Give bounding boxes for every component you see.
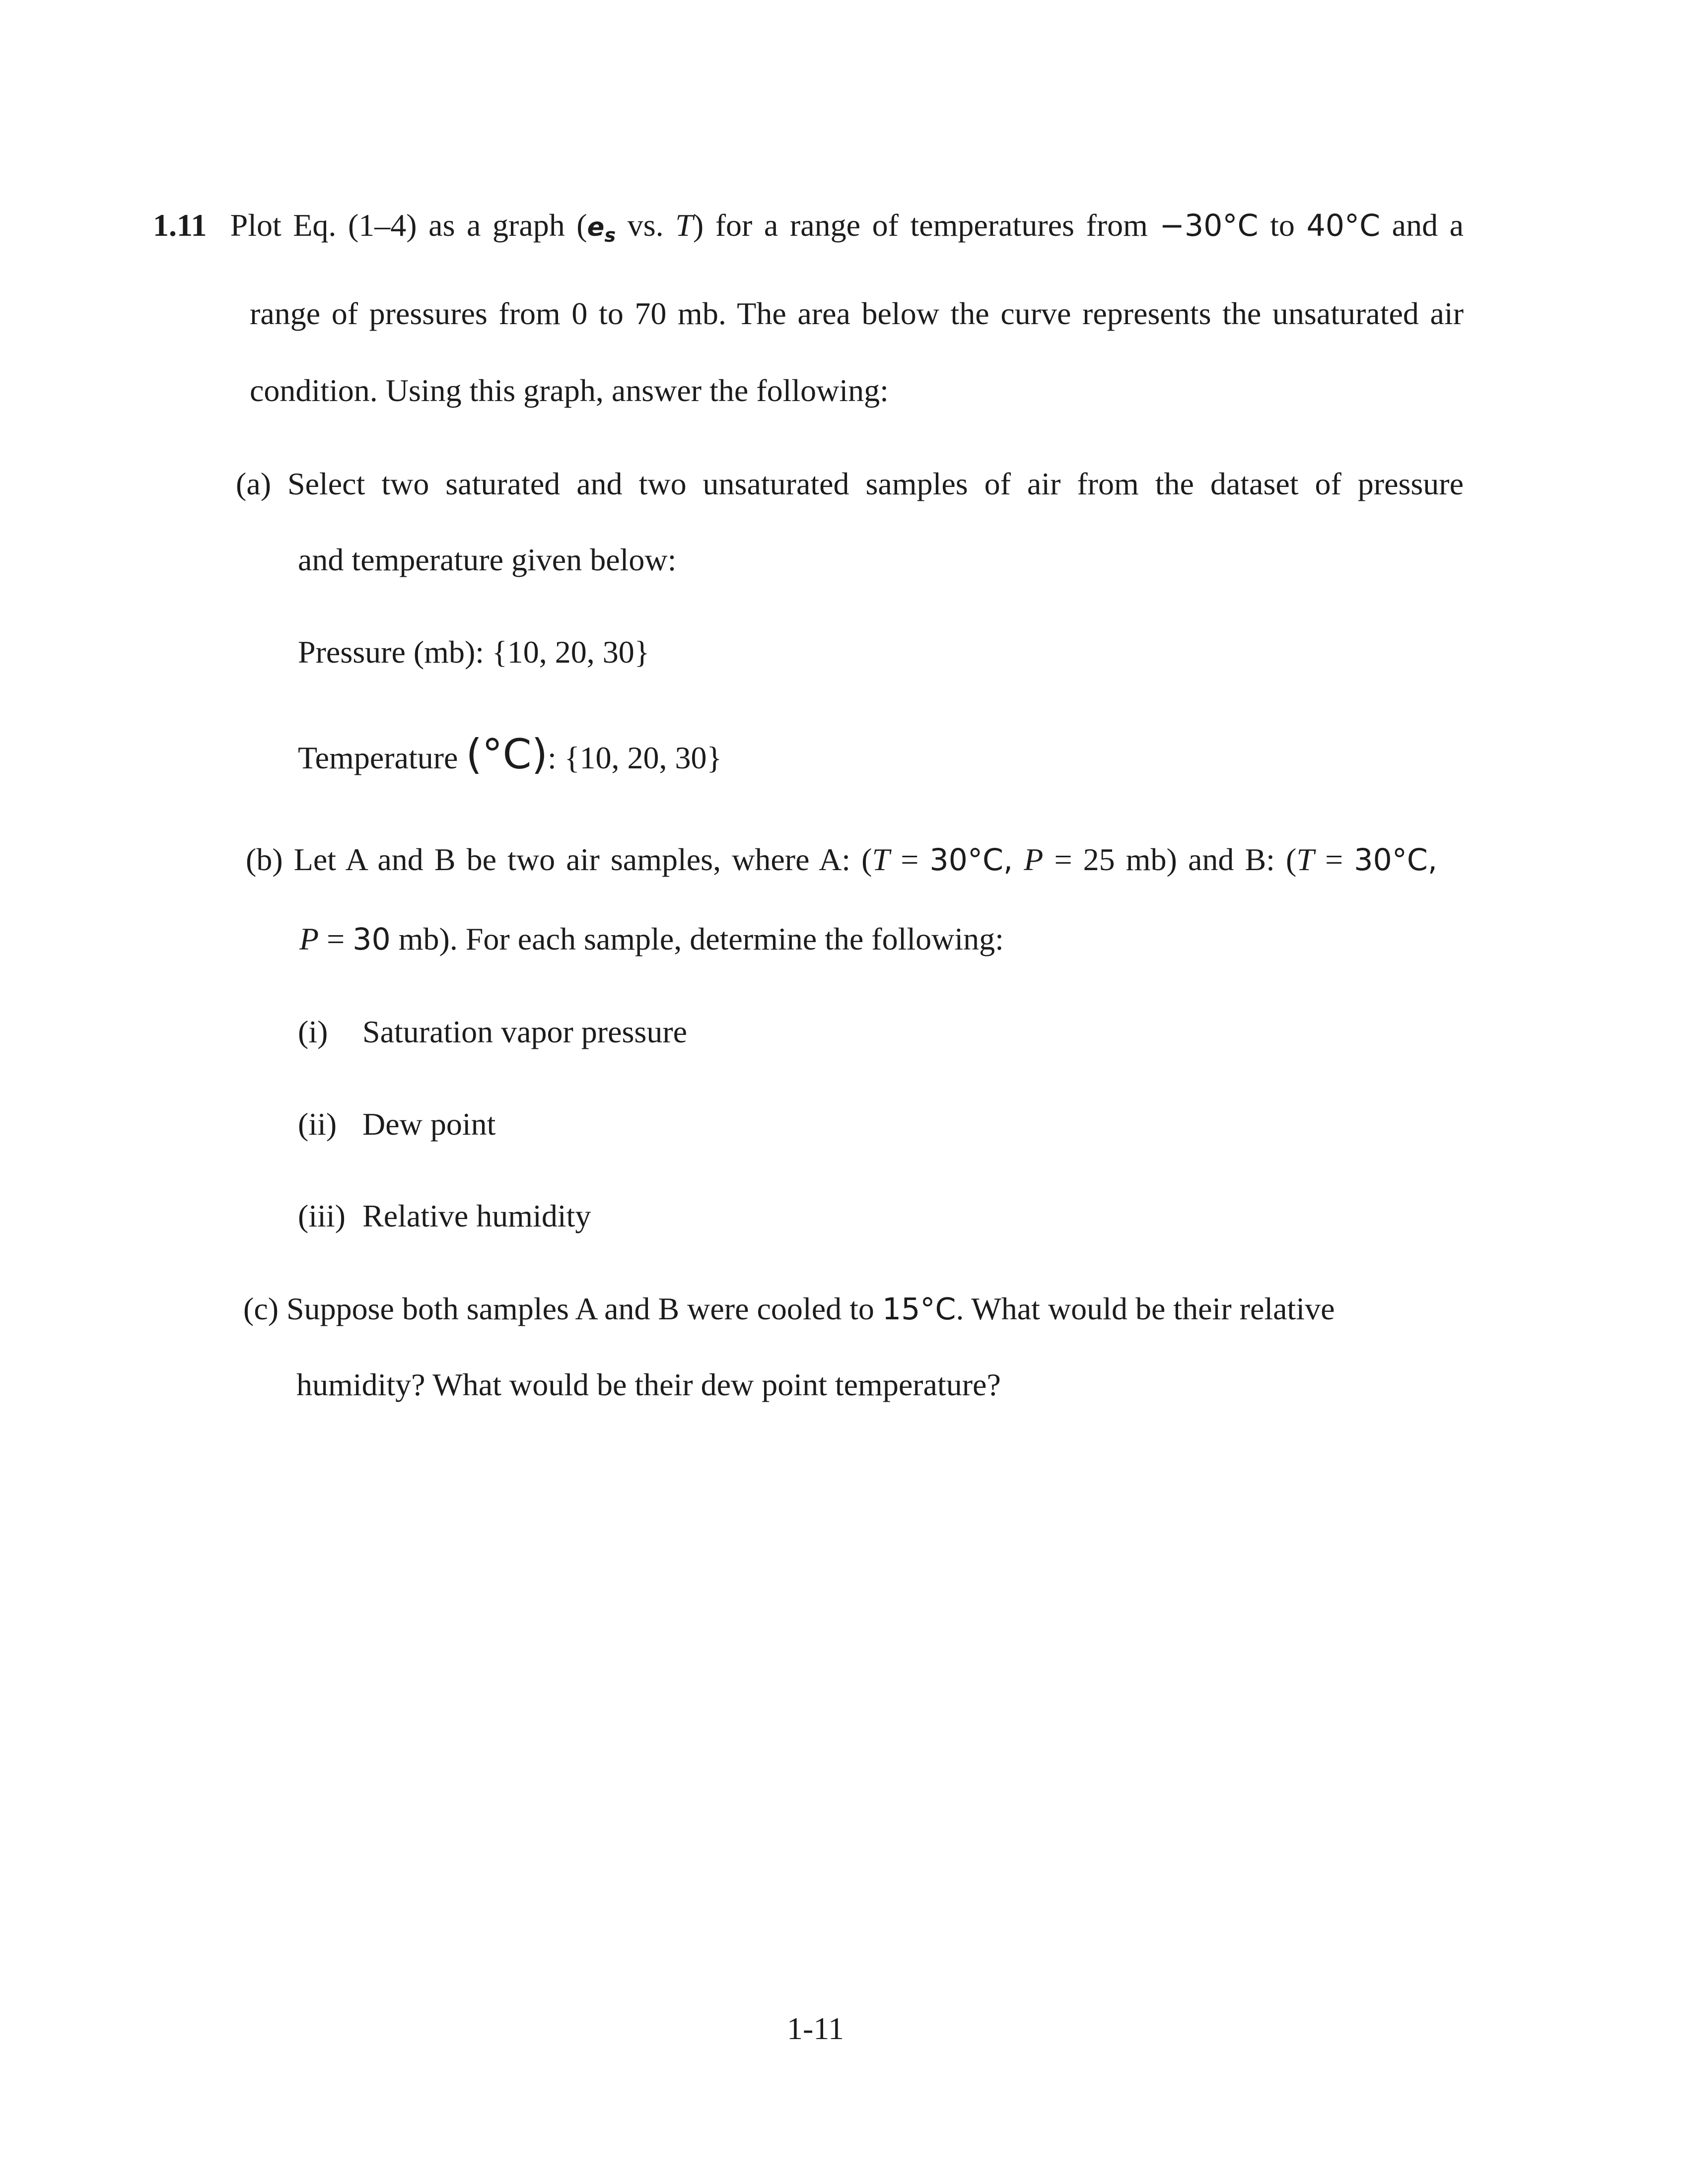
es-symbol: e	[587, 212, 605, 242]
pressure-dataset-text: Pressure (mb): {10, 20, 30}	[298, 634, 650, 670]
part-a-line-1-text: (a) Select two saturated and two unsaturated samples of air from the dataset of pressure	[236, 466, 1464, 501]
problem-intro-line-1	[153, 207, 1464, 247]
cooled-temperature: 15°C	[882, 1292, 956, 1327]
temperature-symbol: T	[675, 207, 693, 243]
list-item-number: (ii)	[298, 1106, 337, 1142]
intro-text-5: and a	[1380, 207, 1464, 243]
list-item-text: Relative humidity	[362, 1198, 591, 1233]
sample-a-temp: 30°C,	[929, 843, 1013, 878]
intro-line-2-text: range of pressures from 0 to 70 mb. The area below the curve represents the unsaturated air	[250, 296, 1464, 331]
part-c-line-2	[296, 1369, 1001, 1401]
part-c-line-1	[243, 1293, 1335, 1325]
temperature-label: Temperature	[298, 740, 466, 775]
page-number	[787, 2013, 844, 2045]
sample-b-pressure: 30	[352, 922, 391, 957]
pressure-dataset	[298, 636, 649, 668]
list-item-number: (iii)	[298, 1198, 346, 1233]
intro-line-3-text: condition. Using this graph, answer the following:	[250, 373, 889, 408]
temperature-dataset	[298, 730, 722, 778]
temperature-unit: (°C)	[466, 730, 548, 778]
sample-b-temp: 30°C,	[1354, 843, 1438, 878]
problem-number: 1.11	[153, 207, 207, 243]
part-c-text-2: . What would be their relative	[956, 1291, 1335, 1326]
list-item	[298, 1198, 591, 1233]
sample-a-P: P	[1024, 842, 1044, 877]
part-b-line-2-rest: mb). For each sample, determine the following:	[390, 921, 1004, 956]
part-b-eq-3: =	[1314, 842, 1354, 877]
list-item-number: (i)	[298, 1014, 328, 1049]
problem-intro-line-3	[250, 375, 889, 407]
temp-min: −30°C	[1159, 208, 1259, 243]
page-number-text: 1-11	[787, 2011, 844, 2046]
list-item-text: Saturation vapor pressure	[362, 1014, 688, 1049]
part-c-line-2-text: humidity? What would be their dew point temperature?	[296, 1367, 1001, 1402]
intro-text-3: ) for a range of temperatures from	[693, 207, 1160, 243]
sample-b-T: T	[1296, 842, 1314, 877]
list-item	[298, 1014, 688, 1049]
part-c-text-1: (c) Suppose both samples A and B were cooled to	[243, 1291, 882, 1326]
part-a-line-2-text: and temperature given below:	[298, 542, 677, 577]
sample-b-P: P	[299, 921, 319, 956]
part-b-text-1: (b) Let A and B be two air samples, where A: (	[246, 842, 872, 877]
part-b-line-2-eq: =	[319, 921, 353, 956]
temperature-values: : {10, 20, 30}	[548, 740, 722, 775]
intro-text-1: Plot Eq. (1–4) as a graph (	[230, 207, 587, 243]
intro-text-4: to	[1258, 207, 1307, 243]
sample-a-T: T	[872, 842, 890, 877]
list-item-text: Dew point	[362, 1106, 496, 1142]
problem-intro-line-2	[250, 298, 1464, 330]
part-b-line-2	[299, 923, 1004, 955]
part-b-line-1	[246, 844, 1437, 876]
es-subscript: s	[604, 224, 616, 247]
part-b-space	[1013, 842, 1024, 877]
part-a-line-1	[236, 468, 1464, 500]
intro-text-2: vs.	[616, 207, 676, 243]
part-b-eq-2: = 25 mb) and B: (	[1043, 842, 1297, 877]
part-a-line-2	[298, 544, 676, 576]
temp-max: 40°C	[1306, 208, 1381, 243]
list-item	[298, 1106, 496, 1142]
part-b-eq-1: =	[890, 842, 930, 877]
